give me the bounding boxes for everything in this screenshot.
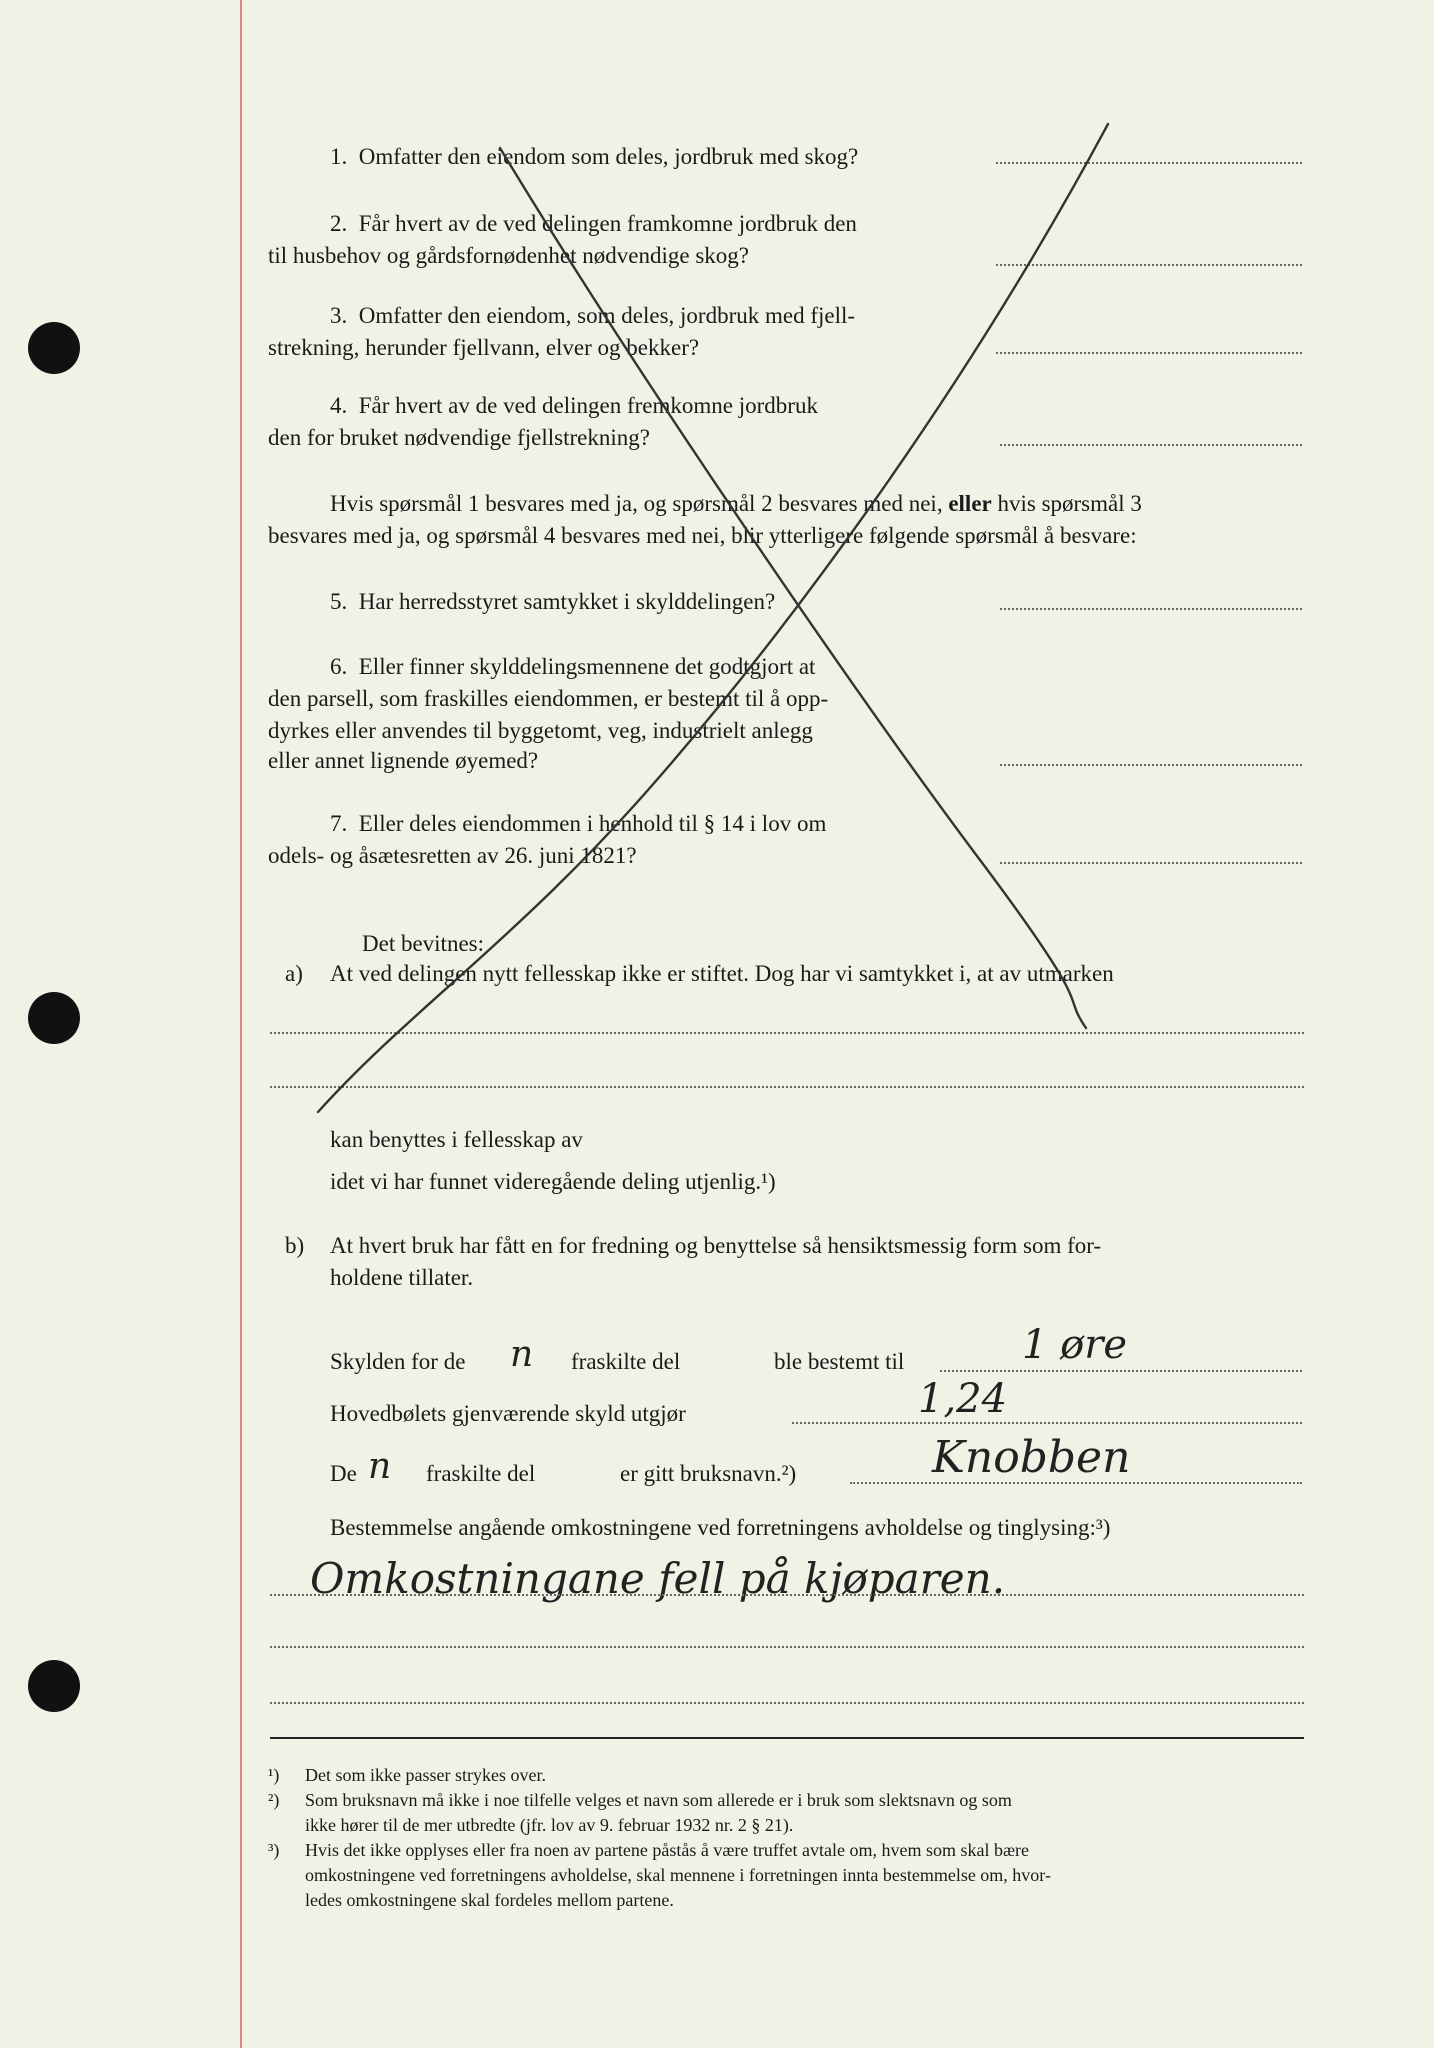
handwritten-n: n (510, 1334, 534, 1375)
question-6-line-4: eller annet lignende øyemed? (268, 748, 539, 773)
attest-a-line-2: kan benyttes i fellesskap av (330, 1127, 583, 1152)
question-4: 4. Får hvert av de ved delingen fremkomne jordbruk (330, 393, 818, 418)
attest-a-label: a) (285, 961, 303, 986)
navn-label-2: fraskilte del (426, 1461, 536, 1486)
skyld-label-3: ble bestemt til (774, 1349, 905, 1374)
question-7: 7. Eller deles eiendommen i henhold til § 14 i lov om (330, 811, 827, 836)
attest-a-line-3: idet vi har funnet videregående deling utjenlig.¹) (330, 1169, 776, 1194)
attest-b-label: b) (285, 1233, 305, 1258)
handwritten-n: n (368, 1446, 392, 1487)
question-6-line-2: den parsell, som fraskilles eiendommen, er bestemt til å opp- (268, 686, 829, 711)
question-1: 1. Omfatter den eiendom som deles, jordbruk med skog? (330, 144, 859, 169)
question-3: 3. Omfatter den eiendom, som deles, jordbruk med fjell- (330, 303, 856, 328)
hoved-label: Hovedbølets gjenværende skyld utgjør (330, 1401, 686, 1426)
skyld-value: 1 øre (1022, 1322, 1128, 1368)
attest-b-text-line-2: holdene tillater. (330, 1265, 474, 1290)
navn-label-3: er gitt bruksnavn.²) (620, 1461, 797, 1486)
omk-label: Bestemmelse angående omkostningene ved forretningens avholdelse og tinglysing:³) (330, 1515, 1111, 1540)
condition-paragraph-line-2: besvares med ja, og spørsmål 4 besvares med nei, blir ytterligere følgende spørsmål å besvare: (268, 523, 1137, 548)
question-5: 5. Har herredsstyret samtykket i skylddelingen? (330, 589, 776, 614)
footnote-mark: ³) (268, 1840, 280, 1860)
navn-label-1: De (330, 1461, 357, 1486)
attest-a-text: At ved delingen nytt fellesskap ikke er stiftet. Dog har vi samtykket i, at av utmarken (330, 961, 1114, 986)
footnote-3-line-2: omkostningene ved forretningens avholdelse, skal mennene i forretningen innta bestemmelse om, hvor- (305, 1865, 1051, 1885)
skyld-label-1: Skylden for de (330, 1349, 466, 1374)
footnote-3: Hvis det ikke opplyses eller fra noen av partene påstås å være truffet avtale om, hvem som skal bære (305, 1840, 1029, 1860)
footnote-3-line-3: ledes omkostningene skal fordeles mellom partene. (305, 1890, 674, 1910)
question-3-line-2: strekning, herunder fjellvann, elver og bekker? (268, 335, 700, 360)
question-2-line-2: til husbehov og gårdsfornødenhet nødvendige skog? (268, 243, 749, 268)
footnote-mark: ¹) (268, 1765, 280, 1785)
attest-b-text: At hvert bruk har fått en for fredning og benyttelse så hensiktsmessig form som for- (330, 1233, 1102, 1258)
omk-value: Omkostningane fell på kjøparen. (310, 1554, 1006, 1603)
question-4-line-2: den for bruket nødvendige fjellstrekning? (268, 425, 650, 450)
condition-paragraph: Hvis spørsmål 1 besvares med ja, og spørsmål 2 besvares med nei, eller hvis spørsmål 3 (330, 491, 1142, 516)
navn-value: Knobben (932, 1432, 1131, 1483)
hoved-value: 1,24 (918, 1376, 1008, 1422)
question-6-line-3: dyrkes eller anvendes til byggetomt, veg, industrielt anlegg (268, 718, 813, 743)
footnote-1: Det som ikke passer strykes over. (305, 1765, 546, 1785)
question-6: 6. Eller finner skylddelingsmennene det godtgjort at (330, 654, 816, 679)
skyld-label-2: fraskilte del (571, 1349, 681, 1374)
footnote-mark: ²) (268, 1790, 280, 1810)
footnote-2: Som bruksnavn må ikke i noe tilfelle velges et navn som allerede er i bruk som slektsnavn og som (305, 1790, 1012, 1810)
question-2: 2. Får hvert av de ved delingen framkomne jordbruk den (330, 211, 857, 236)
footnote-2-line-2: ikke hører til de mer utbredte (jfr. lov av 9. februar 1932 nr. 2 § 21). (305, 1815, 794, 1835)
attest-heading: Det bevitnes: (362, 931, 484, 956)
question-7-line-2: odels- og åsætesretten av 26. juni 1821? (268, 843, 637, 868)
